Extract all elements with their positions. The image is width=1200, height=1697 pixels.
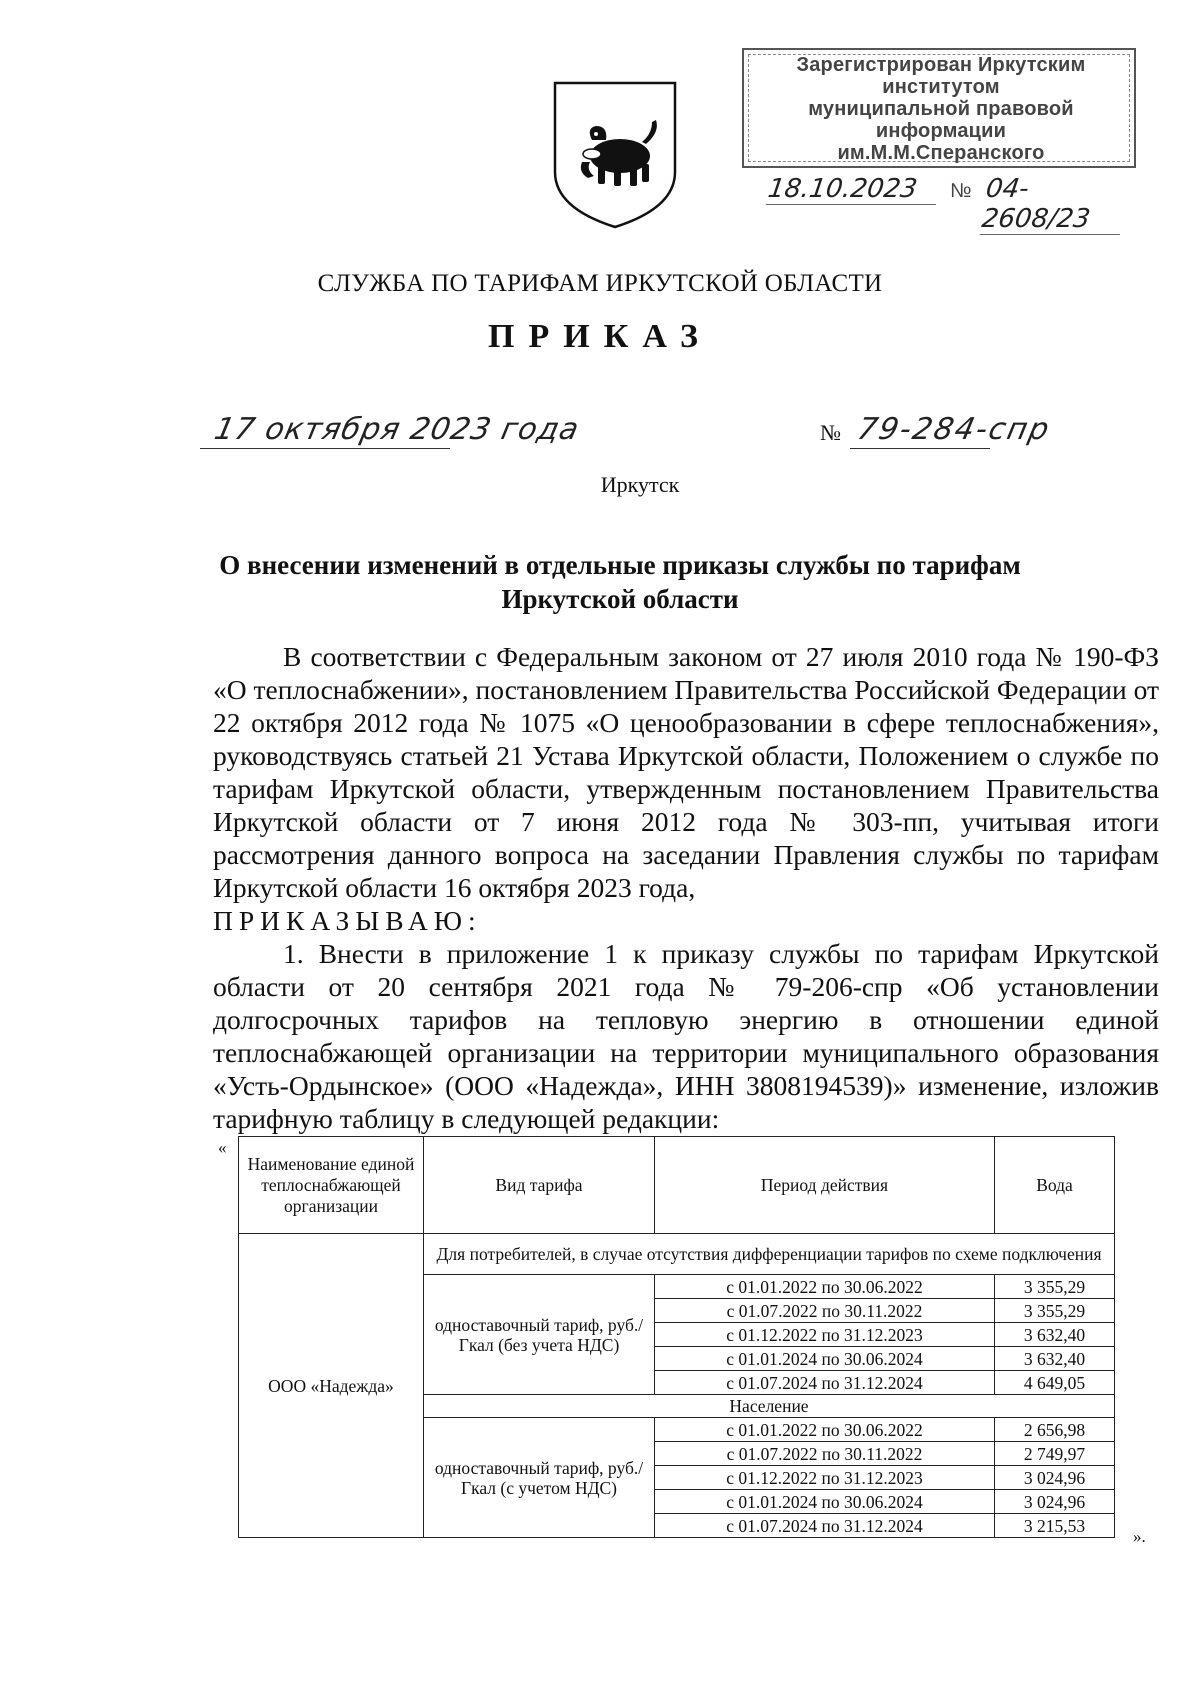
- header-period: Период действия: [655, 1137, 995, 1234]
- value-cell: 3 632,40: [995, 1347, 1115, 1371]
- table-quote-open: «: [218, 1138, 227, 1157]
- coat-of-arms-emblem: [552, 80, 678, 230]
- period-cell: с 01.01.2022 по 30.06.2022: [655, 1418, 995, 1442]
- tariff-table-wrapper: [238, 1136, 1115, 1538]
- city: Иркутск: [600, 472, 680, 497]
- tariff-type-cell: одноставочный тариф, руб./Гкал (без учета НДС): [424, 1275, 655, 1395]
- value-cell: 3 632,40: [995, 1323, 1115, 1347]
- group-title-population: Население: [424, 1395, 1115, 1418]
- stamp-date: 18.10.2023: [766, 174, 940, 205]
- value-cell: 2 656,98: [995, 1418, 1115, 1442]
- period-cell: с 01.01.2022 по 30.06.2022: [655, 1275, 995, 1299]
- period-cell: с 01.07.2024 по 31.12.2024: [655, 1371, 995, 1395]
- period-cell: с 01.07.2022 по 30.11.2022: [655, 1299, 995, 1323]
- number-underline: [850, 448, 990, 449]
- order-number-label: №: [820, 420, 841, 445]
- value-cell: 3 024,96: [995, 1490, 1115, 1514]
- stamp-number: 04-2608/23: [980, 174, 1129, 235]
- stamp-number-label: №: [950, 180, 972, 202]
- table-header-row: [239, 1137, 1115, 1234]
- value-cell: 3 355,29: [995, 1299, 1115, 1323]
- value-cell: 4 649,05: [995, 1371, 1115, 1395]
- ordering-word: ПРИКАЗЫВАЮ:: [213, 905, 482, 936]
- header-water: Вода: [995, 1137, 1115, 1234]
- table-group-row: [239, 1234, 1115, 1275]
- document-heading: О внесении изменений в отдельные приказы службы по тарифам Иркутской области: [219, 550, 1021, 614]
- agency-name: СЛУЖБА ПО ТАРИФАМ ИРКУТСКОЙ ОБЛАСТИ: [317, 270, 883, 297]
- header-organization: Наименование единой теплоснабжающей организации: [239, 1137, 424, 1234]
- item-1-paragraph: 1. Внести в приложение 1 к приказу службы по тарифам Иркутской области от 20 сентября 2021 года № 79-206-спр «Об установлении долгосрочных тарифов на тепловую энергию в отношении единой теплоснабжающей организации на территории муниципального образования «Усть-Ордынское» (ООО «Надежда», ИНН 3808194539)» изменение, изложив тарифную таблицу в следующей редакции:: [213, 938, 1159, 1134]
- tariff-table: [238, 1136, 1115, 1538]
- value-cell: 3 024,96: [995, 1466, 1115, 1490]
- group-title-consumers: Для потребителей, в случае отсутствия дифференциации тарифов по схеме подключения: [424, 1234, 1115, 1275]
- order-title: ПРИКАЗ: [488, 318, 712, 355]
- header-tariff-type: Вид тарифа: [424, 1137, 655, 1234]
- period-cell: с 01.01.2024 по 30.06.2024: [655, 1490, 995, 1514]
- preamble-paragraph: В соответствии с Федеральным законом от 27 июля 2010 года № 190-ФЗ «О теплоснабжении», постановлением Правительства Российской Федерации от 22 октября 2012 года № 1075 «О ценообразовании в сфере теплоснабжения», руководствуясь статьей 21 Устава Иркутской области, Положением о службе по тарифам Иркутской области, утвержденным постановлением Правительства Иркутской области от 7 июня 2012 года № 303-пп, учитывая итоги рассмотрения данного вопроса на заседании Правления службы по тарифам Иркутской области 16 октября 2023 года,: [213, 641, 1159, 903]
- order-date-handwritten: 17 октября 2023 года: [211, 412, 583, 447]
- period-cell: с 01.07.2022 по 30.11.2022: [655, 1442, 995, 1466]
- stamp-line-1: Зарегистрирован Иркутским институтом: [796, 54, 1086, 98]
- value-cell: 2 749,97: [995, 1442, 1115, 1466]
- stamp-registration-row: [754, 174, 1128, 234]
- registration-stamp: [742, 48, 1136, 234]
- value-cell: 3 215,53: [995, 1514, 1115, 1538]
- period-cell: с 01.12.2022 по 31.12.2023: [655, 1323, 995, 1347]
- order-number-handwritten: 79-284-спр: [854, 412, 1054, 447]
- stamp-line-2: муниципальной правовой информации: [808, 98, 1074, 142]
- stamp-line-3: им.М.М.Сперанского: [837, 142, 1045, 164]
- tariff-type-cell: одноставочный тариф, руб./Гкал (с учетом НДС): [424, 1418, 655, 1538]
- value-cell: 3 355,29: [995, 1275, 1115, 1299]
- document-body: [213, 640, 1159, 1135]
- organization-cell: ООО «Надежда»: [239, 1234, 424, 1538]
- date-underline: [200, 448, 450, 449]
- period-cell: с 01.01.2024 по 30.06.2024: [655, 1347, 995, 1371]
- table-quote-close: ».: [1133, 1527, 1146, 1546]
- period-cell: с 01.07.2024 по 31.12.2024: [655, 1514, 995, 1538]
- period-cell: с 01.12.2022 по 31.12.2023: [655, 1466, 995, 1490]
